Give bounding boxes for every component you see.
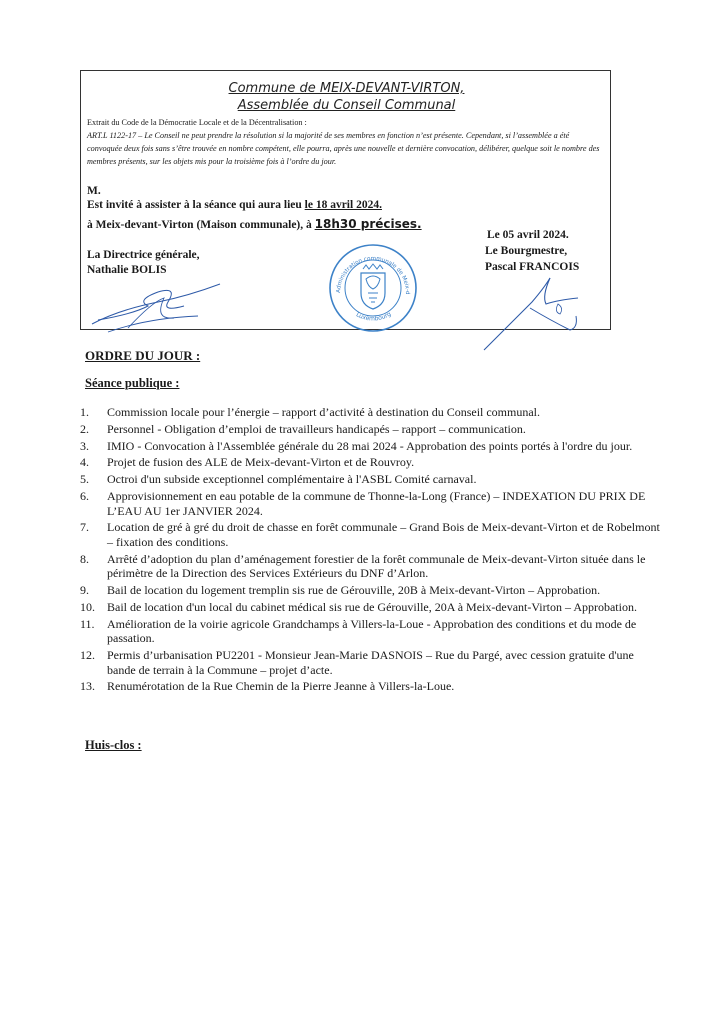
- agenda-list: [80, 405, 660, 696]
- invitation-line-place: [87, 217, 422, 231]
- invitation-line-date: [87, 199, 382, 211]
- code-extract-text: ART.L 1122-17 – Le Conseil ne peut prendre la résolution si la majorité de ses membres en fonction n’est présente. Cependant, si l’assemblée a été convoquée deux fois sans s’être trouvée en nombre compétent, elle pourra, après une nouvelle et dernière convocation, délibérer, quelque soit le nombre des membres présents, sur les objets mis pour la troisième fois à l’ordre du jour.: [87, 131, 600, 166]
- document-subtitle: Assemblée du Conseil Communal: [237, 98, 456, 113]
- item-number: 3.: [80, 438, 89, 453]
- public-session-heading: Séance publique :: [85, 376, 180, 390]
- agenda-item: [80, 600, 660, 615]
- item-text: Amélioration de la voirie agricole Grandchamps à Villers-la-Loue - Approbation des conditions et du mode de passation.: [107, 616, 637, 646]
- item-text: Bail de location du logement tremplin sis rue de Gérouville, 20B à Meix-devant-Virton – Approbation.: [107, 583, 601, 598]
- item-text: Commission locale pour l’énergie – rapport d’activité à destination du Conseil communal.: [107, 405, 541, 419]
- recipient-line: M.: [87, 185, 101, 197]
- agenda-item: [80, 472, 660, 487]
- svg-text:Administration communale de Me: Administration communale de Meix-d: [335, 255, 411, 295]
- agenda-item: [80, 679, 660, 694]
- agenda-item: [80, 520, 660, 549]
- item-number: 12.: [80, 647, 95, 662]
- mayor-role: Le Bourgmestre,: [485, 245, 568, 257]
- svg-text:Luxembourg: Luxembourg: [354, 310, 393, 323]
- item-number: 5.: [80, 472, 89, 487]
- item-number: 11.: [80, 616, 95, 631]
- agenda-item: [80, 648, 660, 677]
- agenda-item: [80, 422, 660, 437]
- item-number: 4.: [80, 455, 89, 470]
- agenda-item: [80, 405, 660, 420]
- item-text: Location de gré à gré du droit de chasse en forêt communale – Grand Bois de Meix-devant-Virton et de Robelmont – fixation des conditions.: [107, 520, 660, 549]
- meeting-date: le 18 avril 2024.: [304, 199, 382, 211]
- mayor-signature: [470, 268, 590, 358]
- item-text: Renumérotation de la Rue Chemin de la Pierre Jeanne à Villers-la-Loue.: [107, 679, 455, 694]
- item-text: Arrêté d’adoption du plan d’aménagement forestier de la forêt communale de Meix-devant-Virton située dans le périmètre de la Direction des Services Extérieurs du DNF d’Arlon.: [107, 551, 646, 581]
- item-number: 8.: [80, 551, 89, 566]
- item-number: 6.: [80, 488, 89, 503]
- item-text: Bail de location d'un local du cabinet médical sis rue de Gérouville, 20A à Meix-devant-Virton – Approbation.: [107, 599, 637, 614]
- agenda-item: [80, 617, 660, 646]
- closed-session-heading: Huis-clos :: [85, 738, 142, 752]
- agenda-item: [80, 455, 660, 470]
- invitation-text: Est invité à assister à la séance qui aura lieu: [87, 199, 305, 211]
- meeting-time: 18h30 précises.: [314, 217, 422, 231]
- item-number: 1.: [80, 405, 89, 419]
- agenda-item: [80, 552, 660, 581]
- item-number: 13.: [80, 679, 95, 694]
- item-number: 9.: [80, 583, 89, 598]
- item-number: 2.: [80, 421, 89, 436]
- item-text: IMIO - Convocation à l'Assemblée générale du 28 mai 2024 - Approbation des points portés à l'ordre du jour.: [107, 438, 633, 453]
- director-signature: [88, 262, 228, 342]
- invitation-place: à Meix-devant-Virton (Maison communale), à: [87, 219, 315, 231]
- director-role: La Directrice générale,: [87, 249, 200, 261]
- document-date: Le 05 avril 2024.: [487, 229, 569, 241]
- item-text: Personnel - Obligation d’emploi de travailleurs handicapés – rapport – communication.: [107, 421, 526, 436]
- item-text: Approvisionnement en eau potable de la commune de Thonne-la-Long (France) – INDEXATION DU PRIX DE L’EAU AU 1er JANVIER 2024.: [107, 488, 646, 518]
- municipal-seal-stamp: [328, 243, 418, 333]
- agenda-item: [80, 439, 660, 454]
- item-text: Projet de fusion des ALE de Meix-devant-Virton et de Rouvroy.: [107, 455, 415, 470]
- item-number: 10.: [80, 599, 95, 614]
- agenda-item: [80, 583, 660, 598]
- director-name: Nathalie BOLIS: [87, 264, 167, 276]
- mayor-name: Pascal FRANCOIS: [485, 261, 580, 273]
- document-title: Commune de MEIX-DEVANT-VIRTON,: [228, 81, 465, 96]
- item-text: Octroi d'un subside exceptionnel complémentaire à l'ASBL Comité carnaval.: [107, 472, 477, 487]
- item-text: Permis d’urbanisation PU2201 - Monsieur Jean-Marie DASNOIS – Rue du Pargé, avec cession gratuite d'une bande de terrain à la Commune – projet d’acte.: [107, 647, 634, 677]
- item-number: 7.: [80, 520, 89, 535]
- agenda-item: [80, 489, 660, 518]
- agenda-heading: ORDRE DU JOUR :: [85, 348, 201, 363]
- code-extract-intro: Extrait du Code de la Démocratie Locale et de la Décentralisation :: [87, 118, 307, 127]
